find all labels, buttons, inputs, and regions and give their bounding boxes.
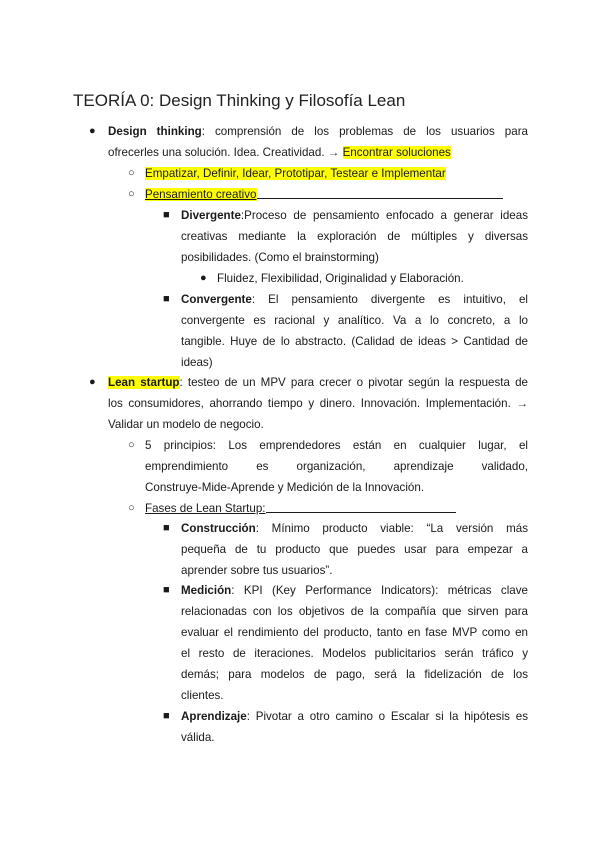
design-thinking-term: Design thinking: [108, 125, 202, 138]
square-bullet-icon: ■: [163, 209, 170, 221]
aprendizaje-term: Aprendizaje: [181, 710, 247, 723]
steps-item: [145, 163, 525, 184]
aprendizaje-item: Aprendizaje: Pivotar a otro camino o Escalar si la hipótesis es válida.: [181, 710, 528, 744]
disc-bullet-icon: ●: [89, 125, 96, 137]
lean-startup-term: Lean startup: [108, 376, 180, 389]
circle-bullet-icon: ○: [128, 167, 135, 179]
circle-bullet-icon: ○: [128, 502, 135, 514]
principles-item: 5 principios: Los emprendedores están en cualquier lugar, el emprendimiento es organización, aprendizaje validado, Construye-Mide-Aprende y Medición de la Innovación.: [145, 439, 528, 494]
design-thinking-item: [108, 121, 528, 163]
design-thinking-line1: Design thinking: comprensión de los problemas de los usuarios para: [108, 125, 528, 138]
circle-bullet-icon: ○: [128, 439, 135, 451]
divergente-subitem: Fluidez, Flexibilidad, Originalidad y Elaboración.: [217, 272, 464, 285]
steps-text: Empatizar, Definir, Idear, Prototipar, Testear e Implementar: [145, 167, 446, 180]
divergente-item: Divergente:Proceso de pensamiento enfocado a generar ideas creativas mediante la exploración de múltiples y diversas posibilidades. (Como el brainstorming): [181, 209, 528, 264]
creative-thinking-item: [145, 184, 525, 205]
convergente-term: Convergente: [181, 293, 252, 306]
underline-rule: [266, 512, 456, 513]
divergente-term: Divergente: [181, 209, 241, 222]
convergente-item: Convergente: El pensamiento divergente es intuitivo, el convergente es racional y analítico. Va a lo concreto, a lo tangible. Huye de lo abstracto. (Calidad de ideas > Cantidad de ideas): [181, 293, 528, 369]
phases-label: Fases de Lean Startup:: [145, 502, 266, 515]
highlighted-text: Encontrar soluciones: [342, 146, 451, 159]
page-title: TEORÍA 0: Design Thinking y Filosofía Lean: [73, 91, 406, 110]
creative-thinking-label: Pensamiento creativo: [145, 188, 257, 201]
circle-bullet-icon: ○: [128, 188, 135, 200]
medicion-term: Medición: [181, 584, 232, 597]
square-bullet-icon: ■: [163, 522, 170, 534]
underline-rule: [257, 198, 503, 199]
construccion-term: Construcción: [181, 522, 256, 535]
construccion-item: Construcción: Mínimo producto viable: “La versión más pequeña de tu producto que puedes usar para empezar a aprender sobre tus usuarios”.: [181, 522, 528, 577]
disc-bullet-icon: ●: [89, 376, 96, 388]
design-thinking-line2: ofrecerles una solución. Idea. Creatividad. → Encontrar soluciones: [108, 146, 451, 159]
square-bullet-icon: ■: [163, 293, 170, 305]
disc-bullet-icon: ●: [200, 272, 207, 284]
medicion-item: Medición: KPI (Key Performance Indicators): métricas clave relacionadas con los objetivos de la compañía que sirven para evaluar el rendimiento del producto, tanto en fase MVP como en el resto de iteraciones. Modelos publicitarios serán tráfico y demás; para modelos de pago, será la fidelización de los clientes.: [181, 584, 528, 702]
phases-item: [145, 498, 525, 519]
lean-startup-item: Lean startup: testeo de un MPV para crecer o pivotar según la respuesta de los consumidores, ahorrando tiempo y dinero. Innovación. Implementación. → Validar un modelo de negocio.: [108, 376, 528, 431]
square-bullet-icon: ■: [163, 710, 170, 722]
square-bullet-icon: ■: [163, 584, 170, 596]
